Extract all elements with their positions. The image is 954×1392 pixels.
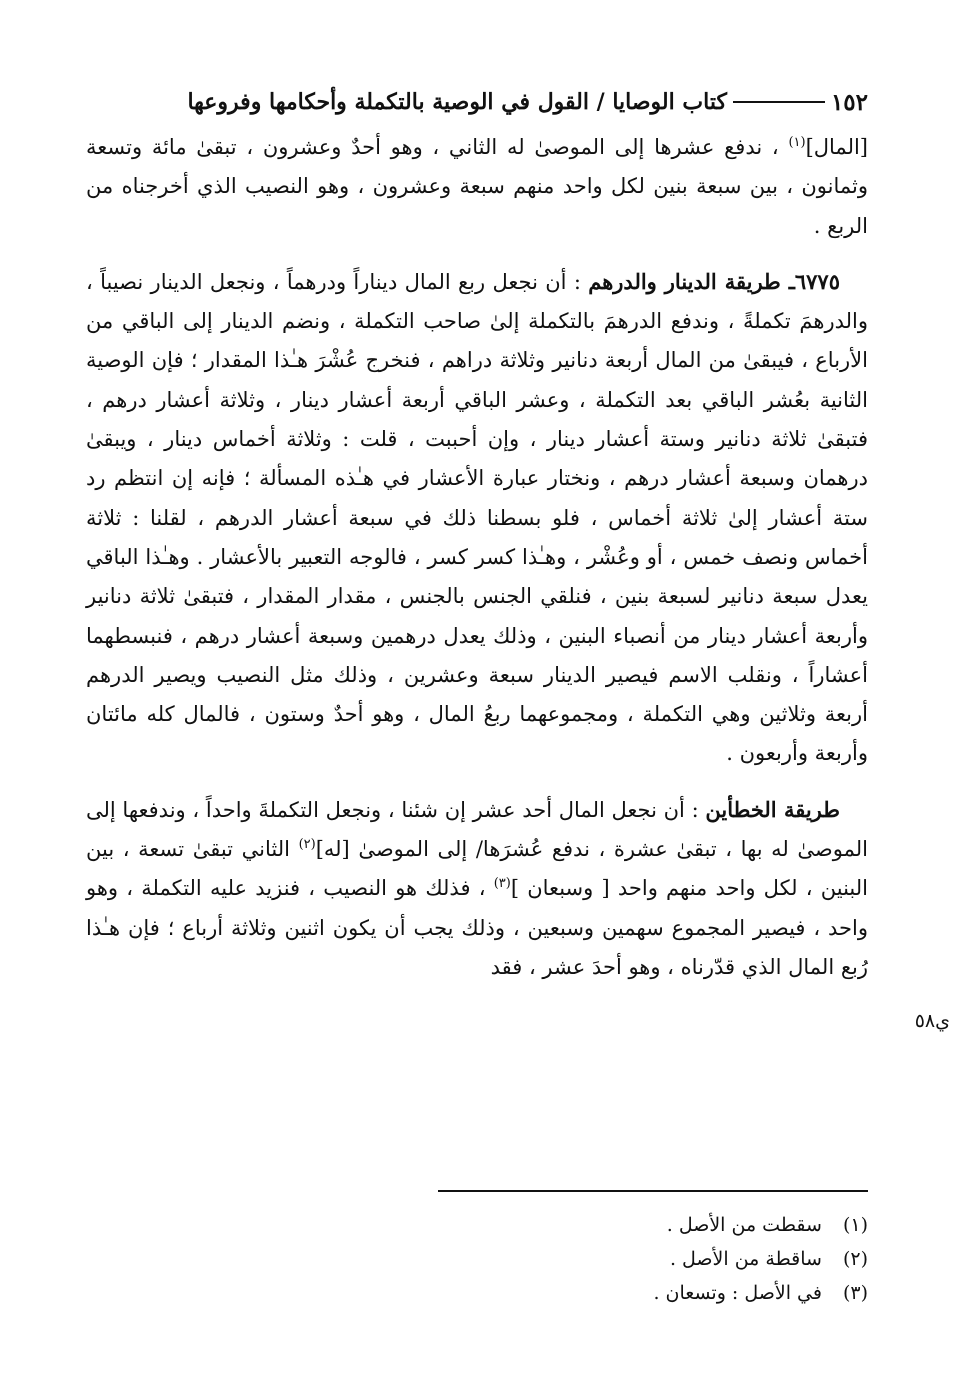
footnote-text: ساقطة من الأصل . xyxy=(669,1248,822,1270)
page-number: ١٥٢ xyxy=(830,88,868,116)
paragraph-3-text-a: : أن نجعل المال أحد عشر إن شئنا ، ونجعل التكملةَ واحداً ، وندفعها إلى الموصىٰ له بها ، تبقىٰ عشرة ، ندفع عُشرَها/ إلى الموصىٰ [له] xyxy=(86,797,868,862)
paragraph-3-heading: طريقة الخطأين xyxy=(705,796,840,822)
footnote-text: في الأصل : وتسعان . xyxy=(653,1282,822,1304)
footnote-text: سقطت من الأصل . xyxy=(666,1214,822,1236)
running-header xyxy=(86,82,868,122)
header-rule xyxy=(733,101,825,103)
paragraph-1 xyxy=(86,128,868,246)
footnotes xyxy=(438,1208,868,1310)
footnote xyxy=(438,1276,868,1310)
paragraph-2-text: : أن نجعل ربع المال ديناراً ودرهماً ، ونجعل الدينار نصيباً ، والدرهمَ تكملةً ، وندفع الدرهمَ بالتكملة إلىٰ صاحب التكملة ، ونضم الدينار إلى الباقي من الأرباع ، فيبقىٰ من المال أربعة دنانير وثلاثة دراهم ، فنخرج عُشْرَ هـٰذا المقدار ؛ فإن الوصية الثانية بعُشر الباقي بعد التكملة ، وعشر الباقي أربعة أعشار دينار ، وثلاثة أعشار درهم ، فتبقىٰ ثلاثة دنانير وستة أعشار دينار ، وإن أحببت ، قلت : وثلاثة أخماس دينار ، ويبقىٰ درهمان وسبعة أعشار درهم ، ونختار عبارة الأعشار في هـٰذه المسألة ؛ فإنه إن انتظم رد ستة أعشار إلىٰ ثلاثة أخماس ، فلو بسطنا ذلك في سبعة أعشار الدرهم ، لقلنا : ثلاثة أخماس ونصف خمس ، أو وعُشْر ، وهـٰذا كسر كسر ، فالوجه التعبير بالأعشار . وهـٰذا الباقي يعدل سبعة دنانير لسبعة بنين ، فنلقي الجنس بالجنس ، مقدار المقدار ، فتبقىٰ ثلاثة دنانير وأربعة أعشار دينار من أنصباء البنين ، وذلك يعدل درهمين وسبعة أعشار درهم ، فنبسطهما أعشاراً ، ونقلب الاسم فيصير الدينار سبعة وعشرين ، وذلك مثل النصيب ويصير الدرهم أربعة وثلاثين وهي التكملة ، ومجموعهما ربعُ المال ، وهو أحدٌ وستون ، فالمال كله مائتان وأربعة وأربعون . xyxy=(86,269,868,766)
footnote xyxy=(438,1208,868,1242)
footnote xyxy=(438,1242,868,1276)
paragraph-3 xyxy=(86,790,868,987)
paragraph-2 xyxy=(86,262,868,774)
running-title: كتاب الوصايا / القول في الوصية بالتكملة وأحكامها وفروعها xyxy=(187,89,727,115)
footnote-ref-3: (٣) xyxy=(493,876,511,892)
footnote-ref-2: (٢) xyxy=(298,837,316,853)
main-text xyxy=(86,128,868,987)
footnote-number: (١) xyxy=(842,1214,868,1236)
paragraph-3-text-c: ، فذلك هو النصيب ، فنزيد عليه التكملة ، وهو واحد ، فيصير المجموع سهمين وسبعين ، وذلك يجب أن يكون اثنين وثلاثة أرباع ؛ فإن هـٰذا رُبع المال الذي قدّرناه ، وهو أحدَ عشر ، فقد xyxy=(86,876,868,979)
manuscript-folio-marker: ي٥٨ xyxy=(914,1010,950,1032)
paragraph-1-opening: [المال] xyxy=(805,135,868,159)
paragraph-2-heading: ٦٧٧٥ـ طريقة الدينار والدرهم xyxy=(588,268,840,294)
footnote-ref-1: (١) xyxy=(788,135,806,150)
footnote-rule xyxy=(438,1190,868,1192)
paragraph-1-text: ، ندفع عشرها إلى الموصىٰ له الثاني ، وهو أحدٌ وعشرون ، تبقىٰ مائة وتسعة وثمانون ، بين سبعة بنين لكل واحد منهم سبعة وعشرون ، وهو النصيب الذي أخرجناه من الربع . xyxy=(86,135,868,238)
footnote-number: (٣) xyxy=(842,1282,868,1304)
paragraph-3-text-b: الثاني تبقىٰ تسعة ، بين البنين ، لكل واحد منهم واحد [ وسبعان ] xyxy=(86,837,868,901)
footnote-number: (٢) xyxy=(842,1248,868,1270)
